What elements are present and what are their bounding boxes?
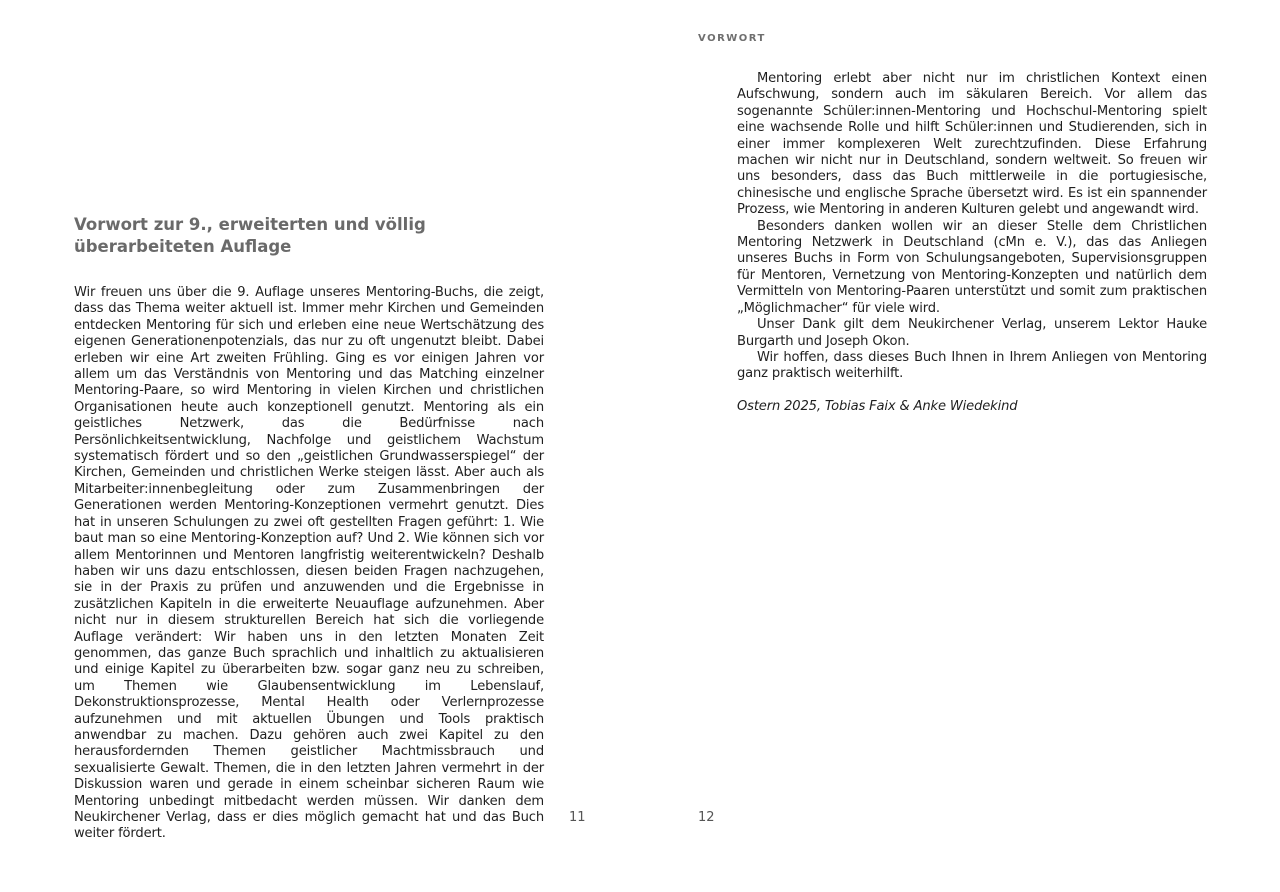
body-paragraph: Besonders danken wollen wir an dieser Stelle dem Christlichen Mentoring Netzwerk in Deutschland (cMn e. V.), das das Anliegen unseres Buchs in Form von Schulungsangeboten, Supervisionsgruppen für Mentoren, Vernetzung von Mentoring-Konzepten und natürlich dem Vermitteln von Mentoring-Paaren unterstützt und somit zum praktischen „Möglichmacher“ für viele wird.: [737, 218, 1207, 316]
body-paragraph: Mentoring erlebt aber nicht nur im christlichen Kontext einen Aufschwung, sondern auch im säkularen Bereich. Vor allem das sogenannte Schüler:innen-Mentoring und Hochschul-Mentoring spielt eine wachsende Rolle und hilft Schüler:innen und Studierenden, sich in einer immer komplexeren Welt zurechtzufinden. Diese Erfahrung machen wir nicht nur in Deutschland, sondern weltweit. So freuen wir uns besonders, dass das Buch mittlerweile in die portugiesische, chinesische und englische Sprache übersetzt wird. Es ist ein spannender Prozess, wie Mentoring in anderen Kulturen gelebt und angewandt wird.: [737, 71, 1207, 218]
body-text: [737, 71, 1207, 415]
chapter-title: Vorwort zur 9., erweiterten und völlig überarbeiteten Auflage: [74, 215, 426, 256]
page-number: 12: [698, 810, 715, 825]
page-number: 11: [569, 810, 586, 825]
running-head: VORWORT: [698, 33, 766, 44]
body-paragraph: Unser Dank gilt dem Neukirchener Verlag, unserem Lektor Hauke Burgarth und Joseph Okon.: [737, 317, 1207, 349]
signature: Ostern 2025, Tobias Faix & Anke Wiedekind: [737, 398, 1018, 414]
body-paragraph: Wir freuen uns über die 9. Auflage unseres Mentoring-Buchs, die zeigt, dass das Thema weiter aktuell ist. Immer mehr Kirchen und Gemeinden entdecken Mentoring für sich und erleben eine neue Wertschätzung des eigenen Generationenpotenzials, das nur zu oft ungenutzt bleibt. Dabei erleben wir eine Art zweiten Frühling. Ging es vor einigen Jahren vor allem um das Verständnis von Mentoring und das Matching einzelner Mentoring-Paare, so wird Mentoring in vielen Kirchen und christlichen Organisationen heute auch konzeptionell genutzt. Mentoring als ein geistliches Netzwerk, das die Bedürfnisse nach Persönlichkeitsentwicklung, Nachfolge und geistlichem Wachstum systematisch fördert und so den „geistlichen Grundwasserspiegel“ der Kirchen, Gemeinden und christlichen Werke steigen lässt. Aber auch als Mitarbeiter:innenbegleitung oder zum Zusammenbringen der Generationen werden Mentoring-Konzeptionen vermehrt genutzt. Dies hat in unseren Schulungen zu zwei oft gestellten Fragen geführt: 1. Wie baut man so eine Mentoring-Konzeption auf? Und 2. Wie können sich vor allem Mentorinnen und Mentoren langfristig weiterentwickeln? Deshalb haben wir uns dazu entschlossen, diesen beiden Fragen nachzugehen, sie in der Praxis zu prüfen und anzuwenden und die Ergebnisse in zusätzlichen Kapiteln in die erweiterte Neuauflage aufzunehmen. Aber nicht nur in diesem strukturellen Bereich hat sich die vorliegende Auflage verändert: Wir haben uns in den letzten Monaten Zeit genommen, das ganze Buch sprachlich und inhaltlich zu aktualisieren und einige Kapitel zu überarbeiten bzw. sogar ganz neu zu schreiben, um Themen wie Glaubensentwicklung im Lebenslauf, Dekonstruktionsprozesse, Mental Health oder Verlernprozesse aufzunehmen und mit aktuellen Übungen und Tools praktisch anwendbar zu machen. Dazu gehören auch zwei Kapitel zu den herausfordernden Themen geistlicher Machtmissbrauch und sexualisierte Gewalt. Themen, die in den letzten Jahren vermehrt in der Diskussion waren und gerade in einem scheinbar sicheren Raum wie Mentoring unbedingt mitbedacht werden müssen. Wir danken dem Neukirchener Verlag, dass er dies möglich gemacht hat und das Buch weiter fördert.: [74, 285, 544, 842]
body-paragraph: Wir hoffen, dass dieses Buch Ihnen in Ihrem Anliegen von Mentoring ganz praktisch weiterhilft.: [737, 349, 1207, 382]
right-page: [640, 0, 1280, 892]
